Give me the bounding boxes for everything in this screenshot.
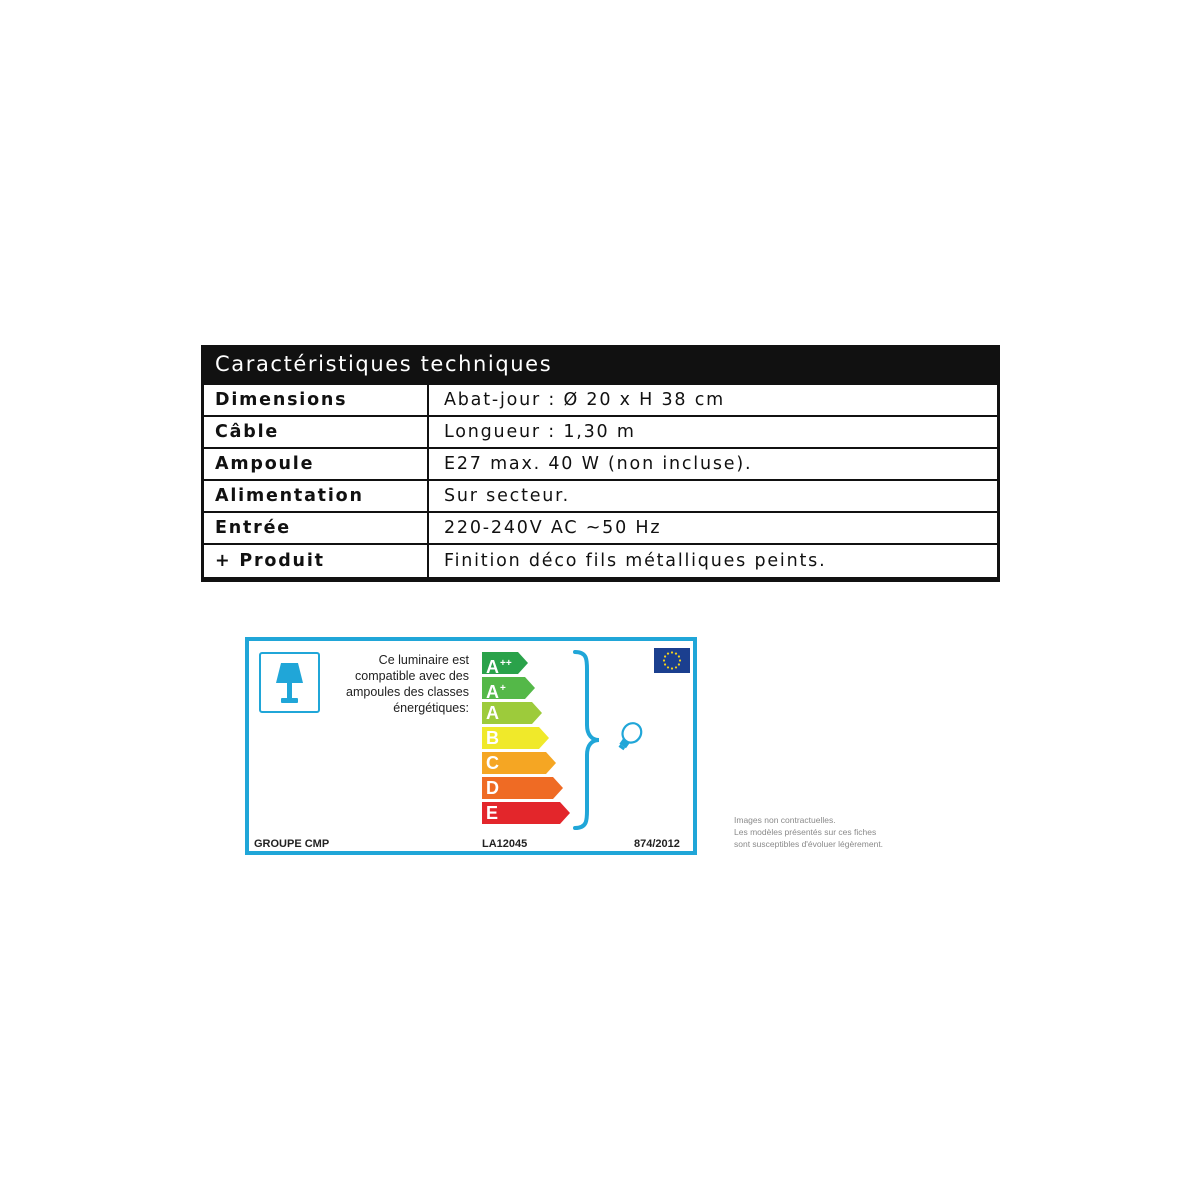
spec-row	[204, 545, 997, 577]
spec-value: Abat-jour : Ø 20 x H 38 cm	[429, 385, 997, 415]
compat-line: énergétiques:	[393, 701, 469, 715]
light-bulb-icon	[609, 719, 649, 759]
energy-class-letter: A++	[486, 657, 512, 677]
spec-table-title: Caractéristiques techniques	[215, 352, 553, 376]
eu-flag-icon	[654, 648, 690, 673]
spec-table-body	[204, 385, 997, 579]
energy-class-arrow	[482, 777, 563, 799]
bracket-icon	[572, 649, 602, 835]
spec-label: Ampoule	[204, 449, 427, 479]
energy-class-scale	[482, 652, 570, 827]
spec-table	[201, 345, 1000, 582]
spec-label: Dimensions	[204, 385, 427, 415]
spec-value: Longueur : 1,30 m	[429, 417, 997, 447]
energy-class-letter: E	[486, 803, 499, 823]
disclaimer-line: sont susceptibles d'évoluer légèrement.	[734, 839, 884, 849]
spec-row	[204, 481, 997, 511]
spec-label: Alimentation	[204, 481, 427, 511]
product-reference: LA12045	[482, 838, 528, 850]
spec-value: Sur secteur.	[429, 481, 997, 511]
energy-class-arrow	[482, 652, 528, 677]
compat-line: ampoules des classes	[346, 685, 469, 699]
disclaimer	[734, 814, 934, 850]
energy-class-letter: A	[486, 703, 499, 723]
disclaimer-line: Les modèles présentés sur ces fiches	[734, 827, 877, 837]
regulation-number: 874/2012	[634, 838, 680, 850]
energy-class-arrow	[482, 752, 556, 774]
energy-class-arrow	[482, 677, 535, 702]
energy-class-letter: A+	[486, 682, 506, 702]
energy-class-arrow	[482, 727, 549, 749]
spec-value: E27 max. 40 W (non incluse).	[429, 449, 997, 479]
spec-label: + Produit	[204, 545, 427, 577]
energy-class-arrow	[482, 802, 570, 824]
spec-row	[204, 385, 997, 415]
spec-row	[204, 449, 997, 479]
energy-class-arrow	[482, 702, 542, 724]
energy-class-letter: B	[486, 728, 499, 748]
table-lamp-icon	[259, 652, 320, 713]
brand-name: GROUPE CMP	[254, 838, 330, 850]
energy-class-letter: C	[486, 753, 499, 773]
compat-line: compatible avec des	[355, 669, 469, 683]
compatibility-text	[323, 652, 469, 716]
energy-class-letter: D	[486, 778, 499, 798]
disclaimer-line: Images non contractuelles.	[734, 815, 836, 825]
spec-value: 220-240V AC ~50 Hz	[429, 513, 997, 543]
energy-label	[245, 637, 697, 855]
spec-label: Câble	[204, 417, 427, 447]
compat-line: Ce luminaire est	[378, 653, 469, 667]
spec-row	[204, 417, 997, 447]
spec-row	[204, 513, 997, 543]
spec-value: Finition déco fils métalliques peints.	[429, 545, 997, 577]
spec-label: Entrée	[204, 513, 427, 543]
